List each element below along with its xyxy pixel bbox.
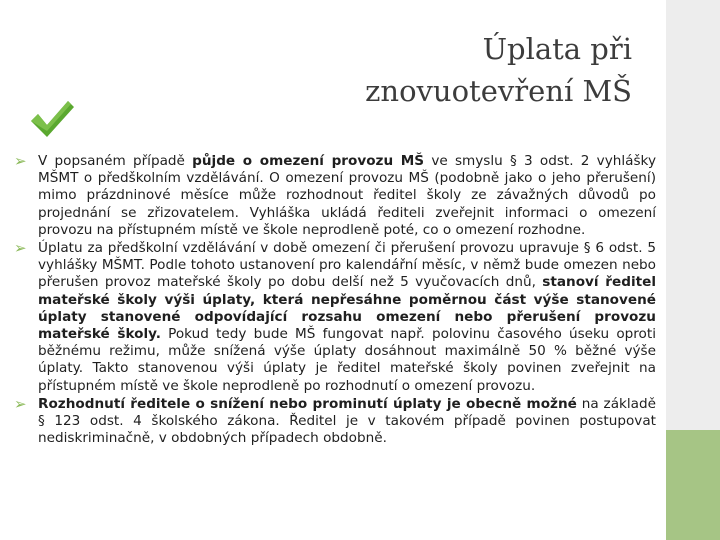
bullet-list — [14, 153, 656, 448]
bullet-1-text-a: V popsaném případě — [38, 153, 193, 169]
title-line-1: Úplata při — [482, 32, 632, 66]
bullet-2-text-a: Úplatu za předškolní vzdělávání v době omezení či přerušení provozu upravuje § 6 odst. 5 vyhlášky MŠMT. Podle tohoto ustanovení pro kalendářní měsíc, v němž bude omezen nebo přerušen provoz mateřské školy po dobu delší než 5 vyučovacích dnů, — [38, 240, 656, 291]
bullet-2-bold: stanoví ředitel mateřské školy výši úplaty, která nepřesáhne poměrnou část výše stanovené úplaty stanovené odpovídající rozsahu omezení nebo přerušení provozu mateřské školy. — [38, 274, 656, 343]
bullet-item-2 — [14, 240, 656, 395]
bullet-1-text-b: ve smyslu § 3 odst. 2 vyhlášky MŠMT o předškolním vzdělávání. O omezení provozu MŠ (podobně jako o jeho přerušení) mimo prázdninové měsíce může rozhodnout ředitel školy ze závažných důvodů po projednání se zřizovatelem. Vyhláška ukládá řediteli zveřejnit informaci o omezení provozu na přístupném místě ve škole neprodleně poté, co o omezení rozhodne. — [38, 153, 656, 238]
bullet-item-1 — [14, 153, 656, 239]
side-bar-accent — [666, 430, 720, 540]
arrow-bullet-icon: ➢ — [14, 152, 27, 170]
decorative-side-bar — [666, 0, 720, 540]
arrow-bullet-icon: ➢ — [14, 394, 27, 413]
bullet-1-bold: půjde o omezení provozu MŠ — [192, 153, 425, 169]
bullet-3-text-b: na základě § 123 odst. 4 školského zákona. Ředitel je v takovém případě povinen postupovat nediskriminačně, v obdobných případech obdobně. — [38, 395, 656, 447]
bullet-item-3 — [14, 396, 656, 448]
arrow-bullet-icon: ➢ — [14, 239, 27, 258]
checkmark-icon — [28, 96, 76, 142]
bullet-2-text-b: Pokud tedy bude MŠ fungovat např. polovinu časového úseku oproti běžnému režimu, může snížená výše úplaty dosáhnout maximálně 50 % běžné výše úplaty. Takto stanovenou výši úplaty je ředitel mateřské školy povinen zveřejnit na přístupném místě ve škole neprodleně po rozhodnutí o omezení provozu. — [38, 326, 656, 394]
slide-title — [232, 28, 632, 112]
title-line-2: znovuotevření MŠ — [365, 74, 632, 108]
bullet-3-bold: Rozhodnutí ředitele o snížení nebo prominutí úplaty je obecně možné — [38, 395, 577, 412]
side-bar-upper — [666, 0, 720, 430]
